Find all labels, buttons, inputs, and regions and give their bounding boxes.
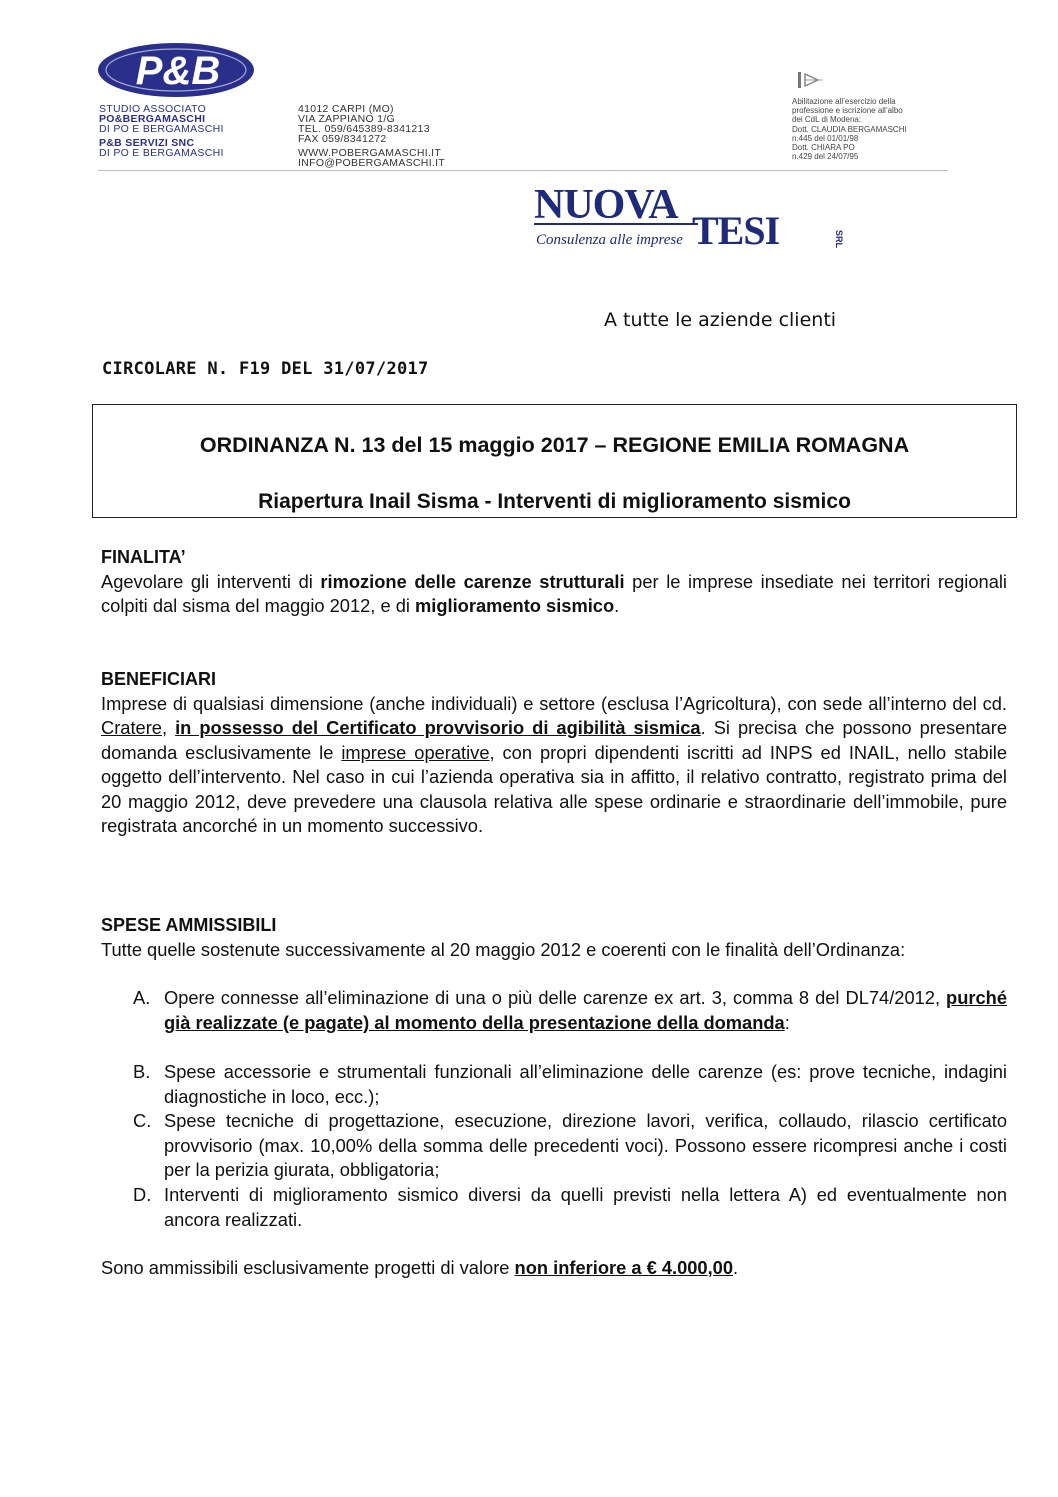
pb-logo-text: P&B (135, 49, 221, 93)
list-item-text-part: Opere connesse all’eliminazione di una o più delle carenze ex art. 3, comma 8 del DL74/2012, (164, 987, 947, 1008)
beneficiari-text-part: . Si precisa che possono presentare domanda esclusivamente le (101, 717, 1007, 763)
finalita-text-part: . (614, 595, 620, 616)
studio-line: STUDIO ASSOCIATO (99, 103, 207, 115)
ordinanza-subtitle: Riapertura Inail Sisma - Interventi di miglioramento sismico (258, 490, 851, 513)
finalita-bold-part: miglioramento sismico (415, 595, 615, 616)
nuova-tesi-word2: TESI (692, 208, 780, 252)
beneficiari-underlined-part: imprese operative (341, 741, 490, 763)
studio-line: P&B SERVIZI SNC (99, 137, 195, 149)
ordinanza-title: ORDINANZA N. 13 del 15 maggio 2017 – REGIONE EMILIA ROMAGNA (199, 433, 910, 457)
studio-line: DI PO E BERGAMASCHI (99, 123, 224, 135)
beneficiari-underlined-part: Cratere (101, 717, 162, 738)
list-item-text: Interventi di miglioramento sismico diversi da quelli previsti nella lettera A) ed eventualmente non ancora realizzati. (164, 1184, 1007, 1230)
nuova-tesi-word1: NUOVA (534, 182, 678, 228)
closing-text-part: . (733, 1257, 739, 1278)
beneficiari-text-part: , (161, 717, 176, 738)
finalita-bold-part: rimozione delle carenze strutturali (320, 570, 625, 592)
list-marker: C. (133, 1110, 152, 1131)
pb-logo (98, 40, 258, 100)
studio-block (99, 104, 224, 158)
spese-heading: SPESE AMMISSIBILI (101, 915, 277, 935)
list-item (133, 1109, 1007, 1183)
studio-line: PO&BERGAMASCHI (99, 113, 206, 125)
list-item-text (164, 986, 1007, 1035)
finalita-text-part: per le imprese insediate nei territori regionali colpiti dal sisma del maggio 2012, e di (101, 570, 1007, 616)
list-item (133, 1060, 1007, 1109)
cdl-logo-icon (796, 70, 826, 92)
header-divider (98, 170, 948, 171)
abilitazione-line: Dott. CLAUDIA BERGAMASCHI (792, 124, 907, 134)
abilitazione-line: Abilitazione all’esercizio della (792, 97, 896, 106)
abilitazione-line: dei CdL di Modena: (792, 115, 862, 125)
nuova-tesi-logo (530, 180, 850, 252)
address-line: WWW.POBERGAMASCHI.IT (298, 147, 442, 159)
finalita-heading: FINALITA’ (101, 547, 186, 567)
list-item-text-part: : (784, 1011, 790, 1033)
beneficiari-section (101, 667, 1007, 839)
beneficiari-heading: BENEFICIARI (101, 669, 217, 689)
spese-section (101, 913, 1007, 962)
finalita-text-part: Agevolare gli interventi di (101, 570, 321, 592)
spese-intro: Tutte quelle sostenute successivamente al 20 maggio 2012 e coerenti con le finalità dell’Ordinanza: (101, 938, 906, 960)
abilitazione-line: Dott. CHIARA PO (792, 143, 855, 153)
nuova-tesi-tagline: Consulenza alle imprese (536, 232, 683, 248)
closing-paragraph (101, 1256, 1007, 1281)
finalita-section (101, 545, 1007, 619)
abilitazione-line: n.429 del 24/07/95 (792, 152, 859, 162)
finalita-text (101, 570, 1007, 619)
closing-text-part: Sono ammissibili esclusivamente progetti di valore (101, 1257, 515, 1278)
beneficiari-text-part: , con propri dipendenti iscritti ad INPS ed INAIL, nello stabile oggetto dell’intervento. Nel caso in cui l’azienda operativa sia in affitto, il relativo contratto, registrato prima del 20 maggio 2012, deve prevedere una clausola relativa alle spese ordinarie e straordinarie dell’immobile, pure registrata ancorché in un momento successivo. (101, 741, 1007, 836)
address-line: 41012 CARPI (MO) (298, 103, 394, 115)
address-line: TEL. 059/645389-8341213 (298, 123, 430, 135)
abilitazione-block (792, 97, 907, 161)
list-item-bold-underlined-part: purché già realizzate (e pagate) al momento della presentazione della domanda (164, 987, 1007, 1033)
list-item (133, 986, 1007, 1035)
list-marker: D. (133, 1184, 152, 1205)
nuova-tesi-suffix: SRL (834, 230, 844, 248)
address-line: VIA ZAPPIANO 1/G (298, 113, 395, 125)
beneficiari-bold-underlined-part: in possesso del Certificato provvisorio di agibilità sismica (175, 717, 701, 738)
circolare-number: CIRCOLARE N. F19 DEL 31/07/2017 (102, 359, 429, 379)
studio-line: DI PO E BERGAMASCHI (99, 147, 224, 159)
address-block (298, 104, 445, 168)
list-marker: B. (133, 1061, 151, 1082)
abilitazione-line: professione e iscrizione all’albo (792, 106, 903, 116)
closing-bold-underlined-part: non inferiore a € 4.000,00 (514, 1257, 734, 1278)
list-marker: A. (133, 987, 151, 1008)
list-item (133, 1183, 1007, 1232)
list-item-text: Spese tecniche di progettazione, esecuzione, direzione lavori, verifica, collaudo, rilascio certificato provvisorio (max. 10,00% della somma delle precedenti voci). Possono essere ricompresi anche i costi per la perizia giurata, obbligatoria; (164, 1110, 1007, 1180)
recipient: A tutte le aziende clienti (604, 309, 837, 331)
address-line: INFO@POBERGAMASCHI.IT (298, 157, 446, 169)
abilitazione-line: n.445 del 01/01/98 (792, 133, 859, 143)
list-item-text: Spese accessorie e strumentali funzionali all’eliminazione delle carenze (es: prove tecniche, indagini diagnostiche in loco, ecc.); (164, 1061, 1007, 1107)
address-line: FAX 059/8341272 (298, 133, 387, 145)
beneficiari-text (101, 692, 1007, 839)
beneficiari-text-part: Imprese di qualsiasi dimensione (anche individuali) e settore (esclusa l’Agricoltura), con sede all’interno del cd. (101, 692, 1007, 714)
